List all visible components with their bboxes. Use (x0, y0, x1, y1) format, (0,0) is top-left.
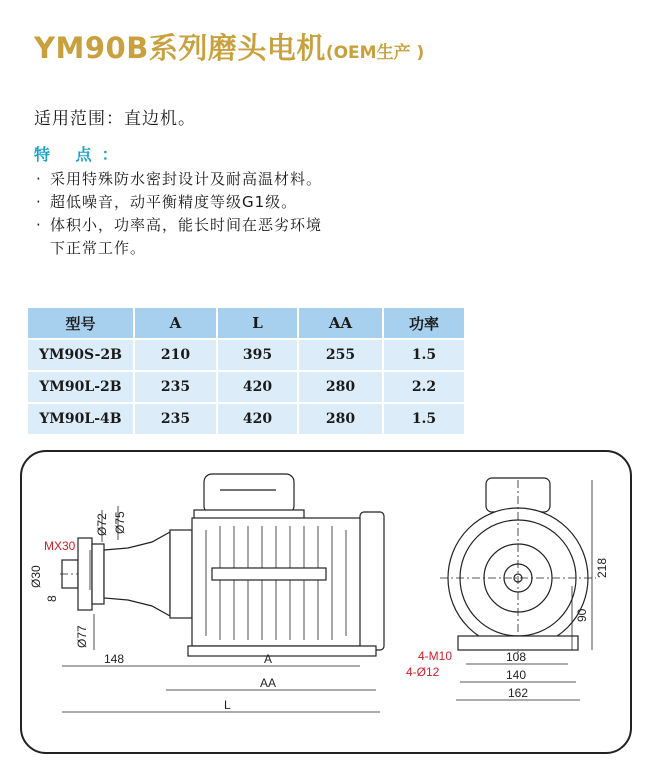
label-d75: Ø75 (113, 511, 127, 534)
features-list (36, 168, 322, 260)
table-row (28, 372, 464, 402)
label-aa: AA (260, 676, 277, 690)
table-cell: YM90L-2B (28, 372, 133, 402)
feature-item (36, 168, 322, 191)
table-row (28, 404, 464, 434)
table-row (28, 340, 464, 370)
label-l: L (224, 698, 231, 712)
page-title (34, 26, 424, 67)
label-140: 140 (506, 668, 527, 682)
label-4-d12: 4-Ø12 (406, 665, 440, 679)
table-cell: 1.5 (384, 404, 464, 434)
table-header-row (28, 308, 464, 338)
table-cell: YM90S-2B (28, 340, 133, 370)
header-l: L (218, 308, 297, 338)
table-cell: YM90L-4B (28, 404, 133, 434)
table-cell: 1.5 (384, 340, 464, 370)
label-148: 148 (104, 652, 125, 666)
spec-table (26, 306, 466, 436)
table-cell: 210 (135, 340, 216, 370)
feature-text: 体积小，功率高，能长时间在恶劣环境 (50, 216, 323, 234)
table-cell: 2.2 (384, 372, 464, 402)
motor-technical-drawing (20, 450, 632, 754)
label-a: A (264, 652, 273, 666)
table-cell: 280 (299, 404, 382, 434)
feature-text-continuation: 下正常工作。 (50, 239, 147, 257)
label-d30: Ø30 (29, 565, 43, 588)
table-cell: 420 (218, 404, 297, 434)
feature-item (36, 191, 322, 214)
motor-end-view (440, 478, 596, 660)
header-power: 功率 (384, 308, 464, 338)
feature-item (36, 214, 322, 260)
table-cell: 235 (135, 404, 216, 434)
motor-side-view (60, 474, 384, 656)
table-cell: 280 (299, 372, 382, 402)
title-sub: (OEM生产 ) (325, 43, 425, 63)
label-eight: 8 (45, 595, 59, 602)
table-cell: 255 (299, 340, 382, 370)
title-main: YM90B系列磨头电机 (34, 31, 326, 65)
feature-bullet: · (36, 170, 42, 188)
usage-text: 适用范围：直边机。 (34, 109, 196, 129)
label-218: 218 (595, 557, 609, 578)
label-mx30: MX30 (44, 539, 76, 553)
label-90: 90 (575, 608, 589, 622)
table-cell: 420 (218, 372, 297, 402)
header-a: A (135, 308, 216, 338)
feature-bullet: · (36, 193, 42, 211)
header-model: 型号 (28, 308, 133, 338)
header-aa: AA (299, 308, 382, 338)
label-162: 162 (508, 686, 529, 700)
feature-bullet: · (36, 216, 42, 234)
feature-text: 超低噪音，动平衡精度等级G1级。 (50, 193, 298, 211)
label-108: 108 (506, 650, 527, 664)
label-4-m10: 4-M10 (418, 649, 453, 663)
label-d77: Ø77 (75, 625, 89, 648)
label-d72: Ø72 (95, 513, 109, 536)
feature-text: 采用特殊防水密封设计及耐高温材料。 (50, 170, 323, 188)
features-title: 特 点： (34, 145, 128, 164)
table-cell: 395 (218, 340, 297, 370)
table-cell: 235 (135, 372, 216, 402)
